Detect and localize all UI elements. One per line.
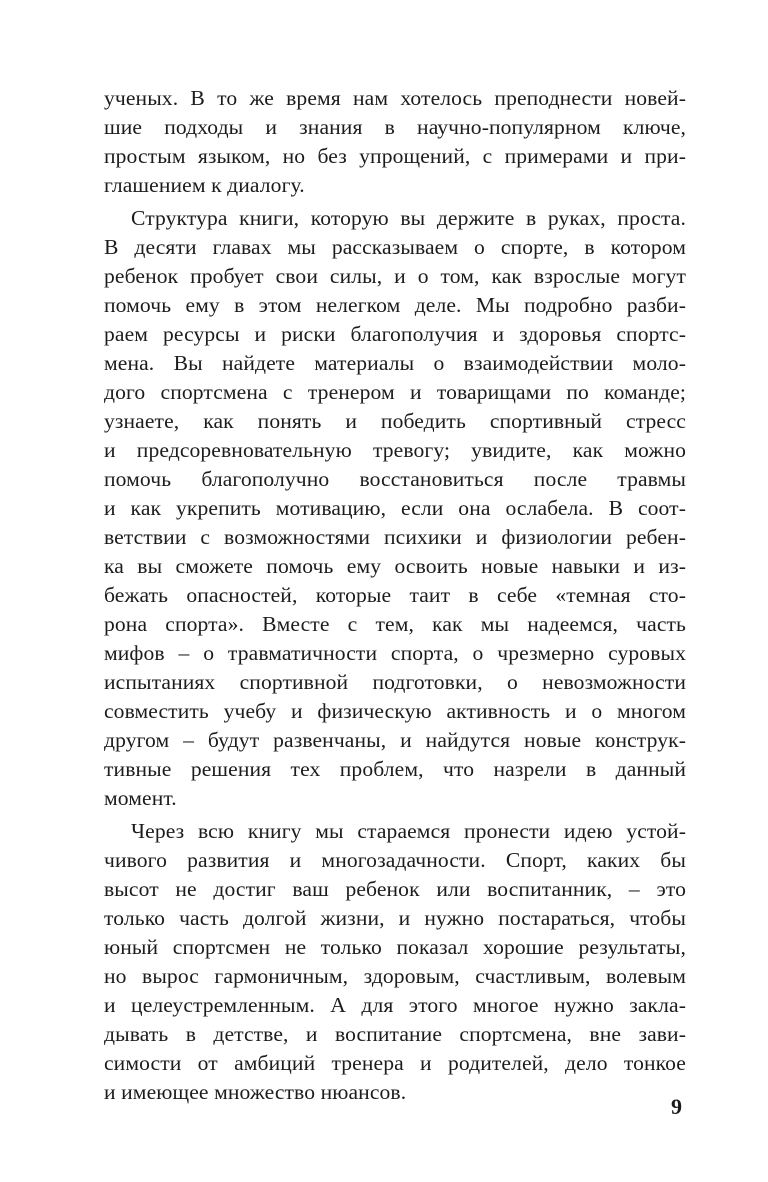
text-line: бежать опасностей, которые таит в себе «темная сто- — [104, 583, 686, 607]
text-line: и как укрепить мотивацию, если она ослабела. В соот- — [104, 496, 686, 520]
text-line: мифов – о травматичности спорта, о чрезмерно суровых — [104, 641, 686, 665]
text-line: узнаете, как понять и победить спортивный стресс — [104, 409, 686, 433]
text-line: раем ресурсы и риски благополучия и здоровья спортс- — [104, 322, 686, 346]
text-line: дывать в детстве, и воспитание спортсмена, вне зави- — [104, 1022, 686, 1046]
text-line: другом – будут развенчаны, и найдутся новые конструк- — [104, 728, 686, 752]
text-line: юный спортсмен не только показал хорошие результаты, — [104, 935, 686, 959]
paragraph — [104, 204, 686, 813]
text-line: только часть долгой жизни, и нужно постараться, чтобы — [104, 906, 686, 930]
text-line: ученых. В то же время нам хотелось преподнести новей- — [104, 86, 686, 110]
text-line: рона спорта». Вместе с тем, как мы надеемся, часть — [104, 612, 686, 636]
text-line: но вырос гармоничным, здоровым, счастливым, волевым — [104, 964, 686, 988]
text-line: и имеющее множество нюансов. — [104, 1080, 407, 1104]
text-line: совместить учебу и физическую активность и о многом — [104, 699, 686, 723]
paragraph — [104, 817, 686, 1107]
text-line: высот не достиг ваш ребенок или воспитанник, – это — [104, 877, 686, 901]
text-line: испытаниях спортивной подготовки, о невозможности — [104, 670, 686, 694]
text-line: симости от амбиций тренера и родителей, дело тонкое — [104, 1051, 686, 1075]
text-line: момент. — [104, 786, 177, 810]
text-line: чивого развития и многозадачности. Спорт, каких бы — [104, 848, 686, 872]
text-line: ка вы сможете помочь ему освоить новые навыки и из- — [104, 554, 686, 578]
text-line: мена. Вы найдете материалы о взаимодействии моло- — [104, 351, 686, 375]
text-line: ребенок пробует свои силы, и о том, как взрослые могут — [104, 264, 686, 288]
text-line: шие подходы и знания в научно-популярном ключе, — [104, 115, 686, 139]
text-line: Через всю книгу мы стараемся пронести идею устой- — [131, 819, 686, 843]
text-line: дого спортсмена с тренером и товарищами по команде; — [104, 380, 686, 404]
text-line: глашением к диалогу. — [104, 173, 305, 197]
paragraph — [104, 84, 686, 200]
text-line: простым языком, но без упрощений, с примерами и при- — [104, 144, 686, 168]
text-line: В десяти главах мы рассказываем о спорте, в котором — [104, 235, 686, 259]
text-line: и целеустремленным. А для этого многое нужно закла- — [104, 993, 686, 1017]
body-text — [104, 84, 686, 1107]
page-number: 9 — [671, 1094, 682, 1119]
text-line: Структура книги, которую вы держите в руках, проста. — [131, 206, 686, 230]
text-line: помочь ему в этом нелегком деле. Мы подробно разби- — [104, 293, 686, 317]
text-line: ветствии с возможностями психики и физиологии ребен- — [104, 525, 686, 549]
text-line: помочь благополучно восстановиться после травмы — [104, 467, 686, 491]
text-line: тивные решения тех проблем, что назрели в данный — [104, 757, 686, 781]
text-line: и предсоревновательную тревогу; увидите, как можно — [104, 438, 686, 462]
